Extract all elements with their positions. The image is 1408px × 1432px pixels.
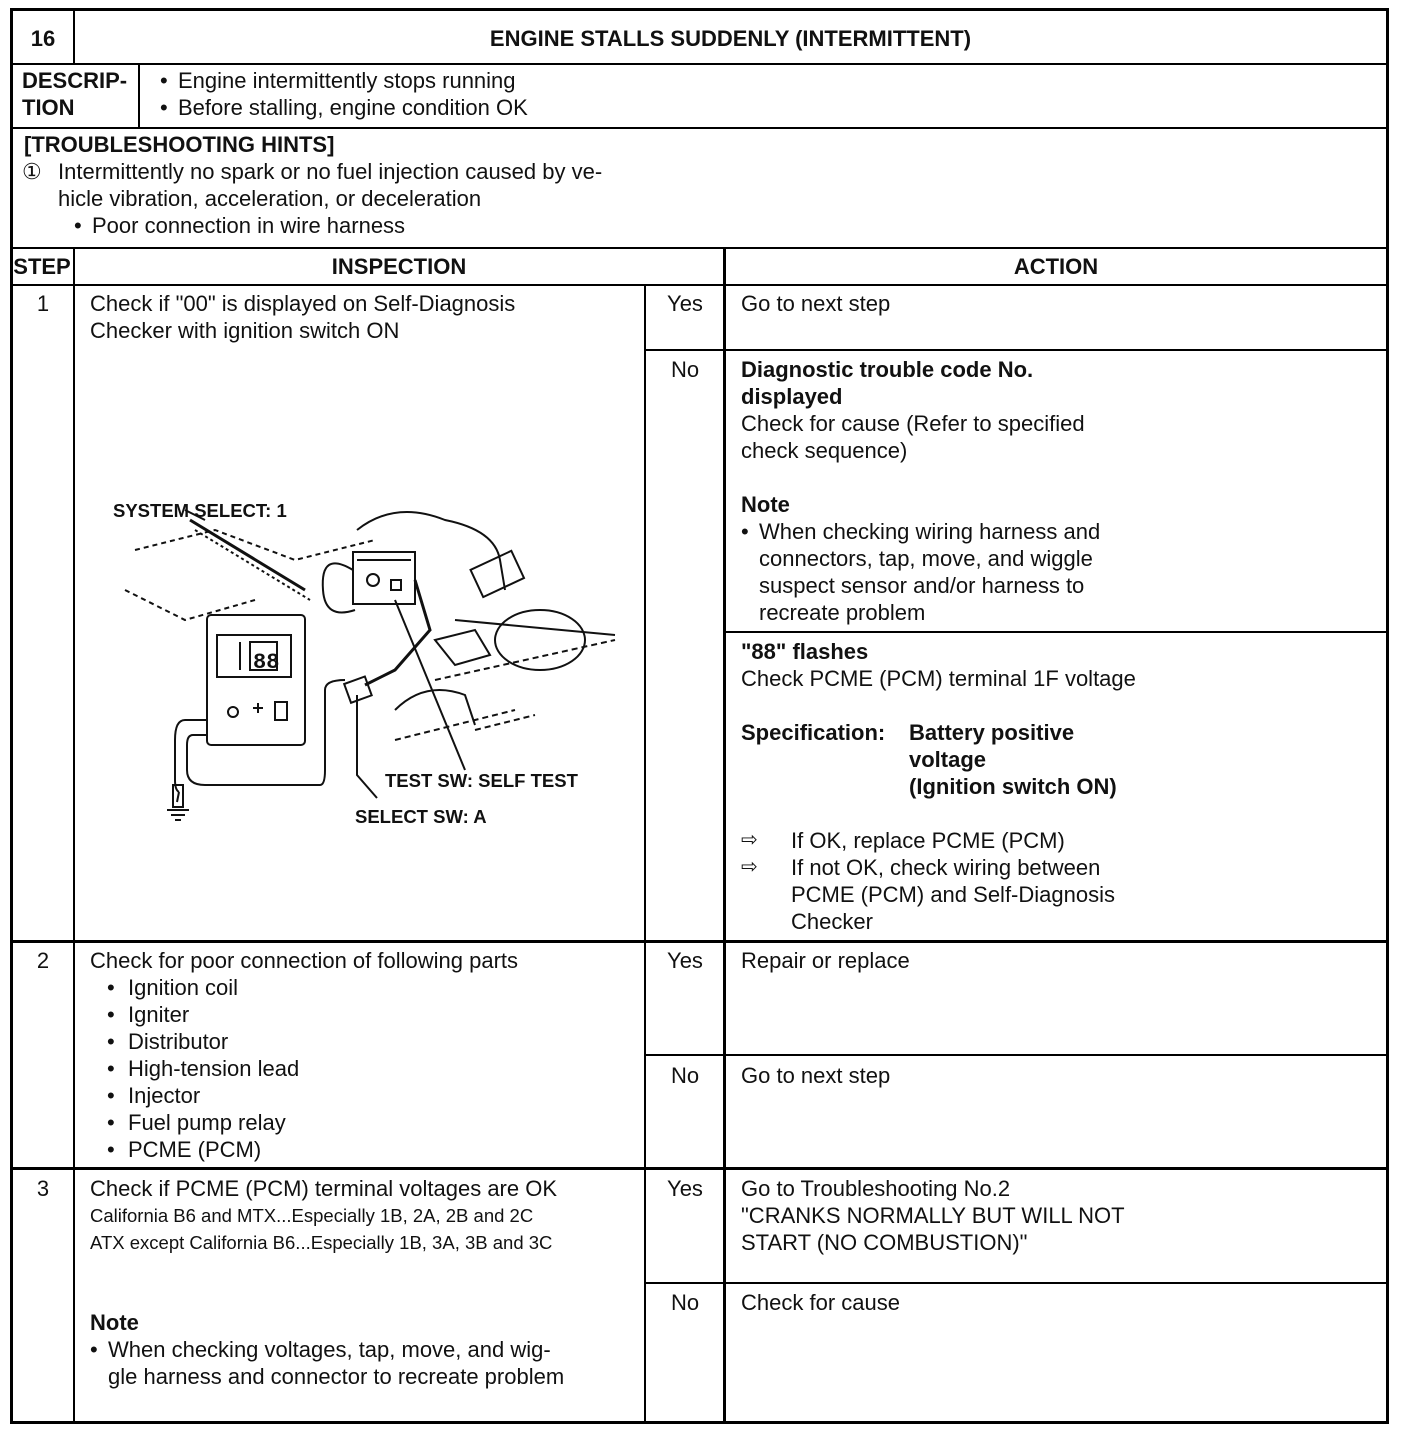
rule [645, 1282, 1389, 1284]
description-label-line1: DESCRIP- [22, 68, 128, 93]
action-line: check sequence) [741, 438, 908, 463]
step2-no-action: Go to next step [741, 1063, 891, 1088]
rule [10, 247, 1389, 249]
part-item: • Igniter [90, 1001, 518, 1028]
inspection-line: Check if PCME (PCM) terminal voltages are OK [90, 1176, 558, 1201]
rule [73, 247, 75, 1424]
engine-bay-illustration [95, 480, 640, 850]
result-line: PCME (PCM) and Self-Diagnosis [791, 882, 1115, 907]
column-header-step: STEP [13, 254, 71, 279]
step3-yes-action [741, 1175, 1125, 1256]
action-title: "88" flashes [741, 639, 869, 664]
description-label [22, 67, 127, 121]
note-line: suspect sensor and/or harness to [759, 573, 1085, 598]
border-left [10, 8, 13, 1424]
action-line: START (NO COMBUSTION)" [741, 1230, 1028, 1255]
part-item: • Injector [90, 1082, 518, 1109]
inspection-line: Checker with ignition switch ON [90, 318, 400, 343]
result-line: If not OK, check wiring between [791, 855, 1101, 880]
step-number: 1 [36, 291, 50, 316]
rule [723, 247, 726, 1424]
part-item: • Distributor [90, 1028, 518, 1055]
part-item: • Fuel pump relay [90, 1109, 518, 1136]
description-label-line2: TION [22, 95, 75, 120]
result-line: If OK, replace PCME (PCM) [791, 828, 1065, 853]
note-title: Note [90, 1310, 139, 1335]
label-system-select: SYSTEM SELECT: 1 [113, 500, 287, 521]
part-item: • PCME (PCM) [90, 1136, 518, 1163]
hint-line: Intermittently no spark or no fuel injection caused by ve- [58, 159, 603, 184]
arrow-right-icon: ⇨ [741, 856, 758, 878]
answer-yes: Yes [667, 291, 703, 316]
inspection-line: Check for poor connection of following parts [90, 948, 519, 973]
part-item: • High-tension lead [90, 1055, 518, 1082]
step1-inspection [90, 290, 515, 344]
rule [10, 127, 1389, 129]
result-line: Checker [791, 909, 873, 934]
label-select-sw: SELECT SW: A [355, 806, 487, 827]
step2-inspection [90, 947, 518, 1163]
action-line: Check PCME (PCM) terminal 1F voltage [741, 666, 1136, 691]
note-line: • When checking voltages, tap, move, and wig- [90, 1336, 564, 1363]
inspection-line: Check if "00" is displayed on Self-Diagnosis [90, 291, 516, 316]
rule [10, 63, 1389, 65]
action-line: Go to Troubleshooting No.2 [741, 1176, 1011, 1201]
action-line: "CRANKS NORMALLY BUT WILL NOT [741, 1203, 1125, 1228]
hint-1 [22, 158, 602, 239]
answer-no: No [670, 1063, 700, 1088]
label-test-sw: TEST SW: SELF TEST [385, 770, 578, 791]
note-line: recreate problem [759, 600, 926, 625]
action-line: Check for cause (Refer to specified [741, 411, 1085, 436]
hint-number-icon: ① [22, 159, 42, 184]
answer-yes: Yes [667, 1176, 703, 1201]
border-right [1386, 8, 1389, 1424]
step1-yes-action: Go to next step [741, 291, 891, 316]
rule [10, 1167, 1389, 1170]
column-header-action: ACTION [1013, 254, 1099, 279]
note-line: • When checking wiring harness and [741, 518, 1100, 545]
hint-line: hicle vibration, acceleration, or deceleration [58, 186, 482, 211]
step3-inspection [90, 1175, 557, 1256]
step-number: 3 [36, 1176, 50, 1201]
description-item: • Before stalling, engine condition OK [160, 94, 528, 121]
answer-no: No [670, 1290, 700, 1315]
rule [10, 284, 1389, 286]
note-line: gle harness and connector to recreate problem [108, 1364, 565, 1389]
border-bottom [10, 1421, 1389, 1424]
rule [645, 349, 1389, 351]
spec-value: voltage [909, 747, 987, 772]
step-number: 2 [36, 948, 50, 973]
page-title: ENGINE STALLS SUDDENLY (INTERMITTENT) [489, 26, 972, 51]
step3-note [90, 1309, 564, 1390]
step1-flash-action [741, 638, 1136, 935]
answer-yes: Yes [667, 948, 703, 973]
note-line: connectors, tap, move, and wiggle [759, 546, 1093, 571]
spec-value: (Ignition switch ON) [909, 774, 1117, 799]
inspection-line: ATX except California B6...Especially 1B, 3A, 3B and 3C [90, 1232, 553, 1253]
note-title: Note [741, 492, 790, 517]
column-header-inspection: INSPECTION [331, 254, 467, 279]
self-diagnosis-checker-diagram [95, 480, 640, 850]
answer-no: No [670, 357, 700, 382]
step1-no-action [741, 356, 1100, 626]
checker-display-value: 88 [253, 650, 280, 675]
hint-bullet: • Poor connection in wire harness [74, 213, 405, 238]
description-item: • Engine intermittently stops running [160, 67, 528, 94]
arrow-right-icon: ⇨ [741, 829, 758, 851]
step2-yes-action: Repair or replace [741, 948, 910, 973]
rule [644, 284, 646, 1424]
rule [138, 63, 140, 129]
rule [724, 631, 1389, 633]
hints-title: [TROUBLESHOOTING HINTS] [24, 132, 335, 157]
rule [10, 940, 1389, 943]
action-title: displayed [741, 384, 843, 409]
inspection-line: California B6 and MTX...Especially 1B, 2A, 2B and 2C [90, 1205, 534, 1226]
rule [645, 1054, 1389, 1056]
spec-value: Battery positive [909, 720, 1075, 745]
spec-label: Specification: [741, 720, 886, 745]
border-top [10, 8, 1389, 11]
part-item: • Ignition coil [90, 974, 518, 1001]
action-title: Diagnostic trouble code No. [741, 357, 1034, 382]
description-list [160, 67, 528, 121]
trouble-number: 16 [30, 26, 56, 51]
step3-no-action: Check for cause [741, 1290, 900, 1315]
